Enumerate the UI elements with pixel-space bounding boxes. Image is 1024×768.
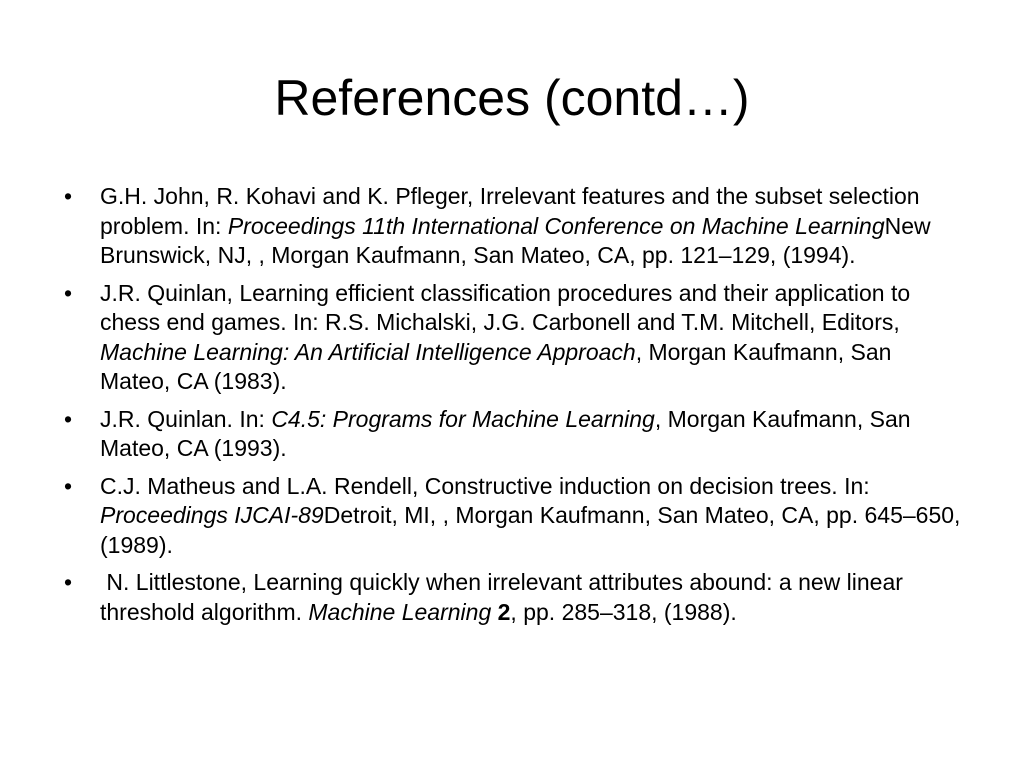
reference-list [58, 182, 967, 635]
reference-text [100, 405, 963, 464]
reference-text [100, 279, 963, 397]
slide-title: References (contd…) [274, 70, 750, 126]
reference-item [58, 279, 963, 397]
reference-lead: N. Littlestone, Learning quickly when irrelevant attributes abound: a new linear threshold algorithm. [100, 569, 910, 625]
reference-item [58, 472, 967, 561]
reference-tail: Detroit, MI, , Morgan Kaufmann, San Mateo, CA, pp. 645–650, (1989). [100, 502, 967, 558]
reference-item [58, 568, 963, 627]
reference-lead: G.H. John, R. Kohavi and K. Pfleger, Irrelevant features and the subset selection problem. In: [100, 183, 926, 239]
reference-tail: , pp. 285–318, (1988). [510, 598, 737, 625]
reference-text [100, 472, 967, 561]
reference-venue: Proceedings 11th International Conference on Machine Learning [227, 212, 885, 239]
bullet: • [64, 472, 73, 499]
bullet: • [64, 405, 73, 432]
reference-lead: J.R. Quinlan. In: [100, 405, 272, 432]
reference-venue: Machine Learning: An Artificial Intelligence Approach [100, 338, 636, 365]
reference-text [100, 568, 963, 627]
reference-lead: J.R. Quinlan, Learning efficient classification procedures and their application to chess end games. In: R.S. Michalski, J.G. Carbonell and T.M. Mitchell, Editors, [100, 279, 917, 335]
reference-lead: C.J. Matheus and L.A. Rendell, Constructive induction on decision trees. In: [100, 472, 877, 499]
reference-venue: C4.5: Programs for Machine Learning [271, 405, 655, 432]
reference-venue: Machine Learning [308, 598, 492, 625]
bullet: • [64, 569, 73, 595]
reference-volume: 2 [497, 598, 511, 625]
reference-text [100, 182, 963, 271]
reference-tail: New Brunswick, NJ, , Morgan Kaufmann, San Mateo, CA, pp. 121–129, (1994). [100, 212, 938, 268]
reference-item [58, 405, 963, 464]
reference-tail: , Morgan Kaufmann, San Mateo, CA (1993). [100, 405, 917, 461]
reference-item [58, 182, 963, 271]
reference-tail: , Morgan Kaufmann, San Mateo, CA (1983). [100, 338, 898, 394]
bullet: • [64, 279, 73, 306]
reference-venue: Proceedings IJCAI-89 [100, 502, 324, 528]
bullet: • [64, 183, 73, 209]
